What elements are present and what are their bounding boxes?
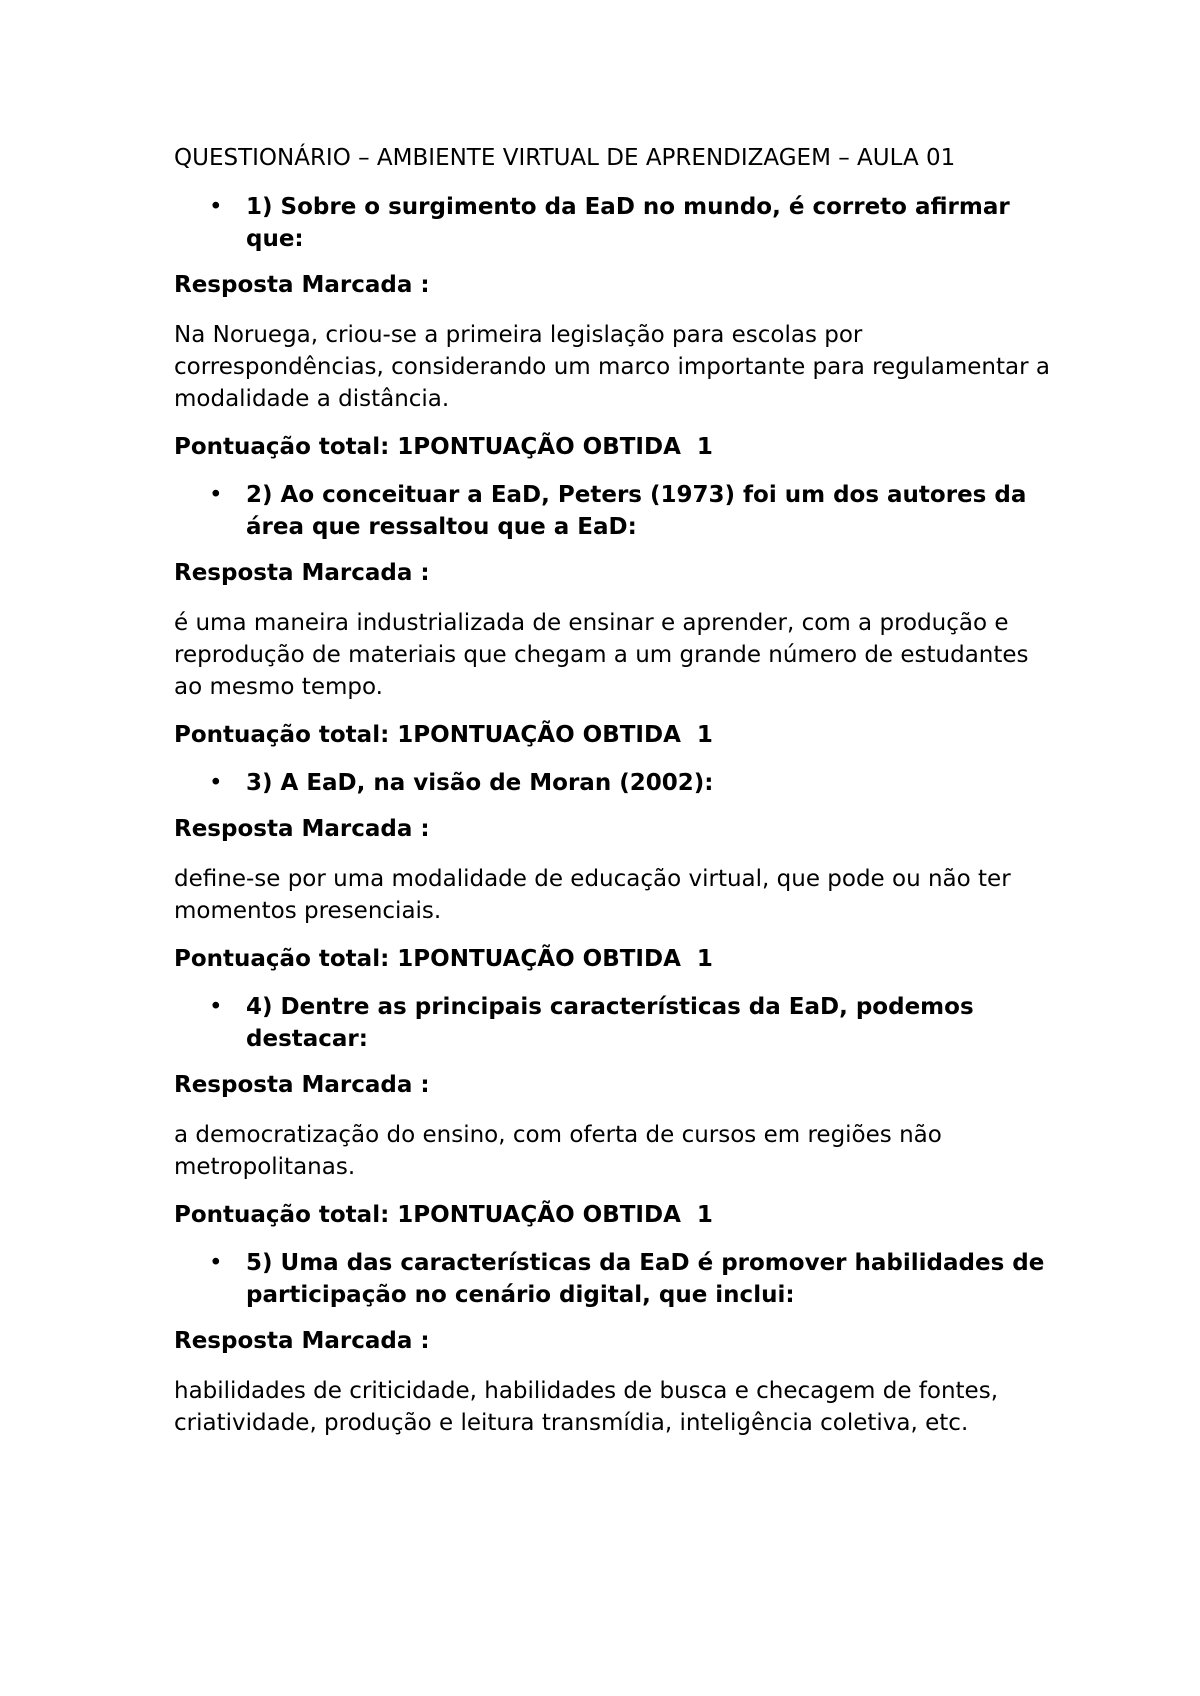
answer-text: define-se por uma modalidade de educação virtual, que pode ou não ter momentos presenciais.	[174, 866, 1011, 924]
question-text: 2) Ao conceituar a EaD, Peters (1973) foi um dos autores da área que ressaltou que a EaD:	[246, 482, 1027, 540]
answer-label: Resposta Marcada :	[174, 1072, 430, 1098]
bullet-icon: •	[209, 194, 223, 220]
question-1	[174, 191, 1046, 255]
question-text: 1) Sobre o surgimento da EaD no mundo, é correto afirmar que:	[246, 194, 1010, 252]
answer-label: Resposta Marcada :	[174, 272, 430, 298]
question-3	[174, 767, 1046, 799]
answer-label: Resposta Marcada :	[174, 816, 430, 842]
score-line: Pontuação total: 1PONTUAÇÃO OBTIDA 1	[174, 1202, 713, 1228]
answer-text: habilidades de criticidade, habilidades de busca e checagem de fontes, criatividade, produção e leitura transmídia, inteligência coletiva, etc.	[174, 1378, 999, 1436]
question-text: 3) A EaD, na visão de Moran (2002):	[246, 770, 714, 796]
question-text: 5) Uma das características da EaD é promover habilidades de participação no cenário digital, que inclui:	[246, 1250, 1045, 1308]
bullet-icon: •	[209, 1250, 223, 1276]
bullet-icon: •	[209, 482, 223, 508]
question-2	[174, 479, 1046, 543]
score-line: Pontuação total: 1PONTUAÇÃO OBTIDA 1	[174, 434, 713, 460]
answer-text: Na Noruega, criou-se a primeira legislação para escolas por correspondências, considerando um marco importante para regulamentar a modalidade a distância.	[174, 322, 1050, 412]
score-line: Pontuação total: 1PONTUAÇÃO OBTIDA 1	[174, 946, 713, 972]
question-4	[174, 991, 1046, 1055]
answer-label: Resposta Marcada :	[174, 560, 430, 586]
question-text: 4) Dentre as principais características da EaD, podemos destacar:	[246, 994, 974, 1052]
answer-label: Resposta Marcada :	[174, 1328, 430, 1354]
question-5	[174, 1247, 1046, 1311]
answer-text: é uma maneira industrializada de ensinar e aprender, com a produção e reprodução de materiais que chegam a um grande número de estudantes ao mesmo tempo.	[174, 610, 1029, 700]
score-line: Pontuação total: 1PONTUAÇÃO OBTIDA 1	[174, 722, 713, 748]
bullet-icon: •	[209, 994, 223, 1020]
document-title: QUESTIONÁRIO – AMBIENTE VIRTUAL DE APRENDIZAGEM – AULA 01	[174, 145, 956, 171]
bullet-icon: •	[209, 770, 223, 796]
answer-text: a democratização do ensino, com oferta de cursos em regiões não metropolitanas.	[174, 1122, 942, 1180]
